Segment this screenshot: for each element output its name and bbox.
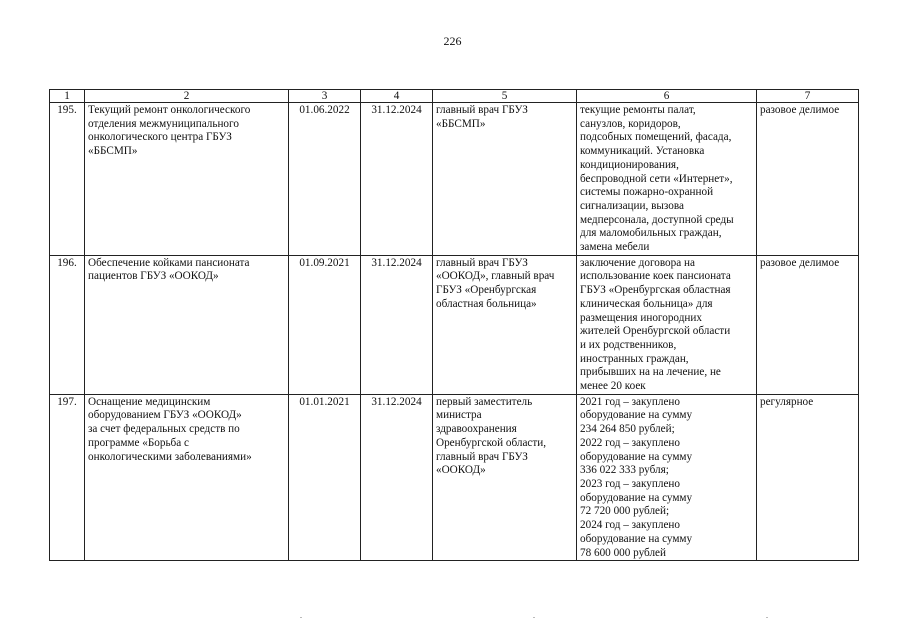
- end-date: 31.12.2024: [361, 394, 433, 560]
- row-number: 197.: [50, 394, 85, 560]
- measure-type: разовое делимое: [757, 255, 859, 394]
- column-header: 4: [361, 90, 433, 103]
- table-row: [50, 394, 859, 560]
- responsible: главный врач ГБУЗ «ББСМП»: [433, 103, 577, 256]
- measure-type: разовое делимое: [757, 103, 859, 256]
- column-header: 5: [433, 90, 577, 103]
- column-header: 3: [289, 90, 361, 103]
- start-date: 01.01.2021: [289, 394, 361, 560]
- row-number: 196.: [50, 255, 85, 394]
- table-row: [50, 255, 859, 394]
- measure-name: Обеспечение койками пансионата пациентов ГБУЗ «ООКОД»: [85, 255, 289, 394]
- scan-speck: [300, 617, 302, 618]
- start-date: 01.09.2021: [289, 255, 361, 394]
- page-number: 226: [443, 34, 462, 48]
- scan-speck: [766, 617, 768, 618]
- expected-result: заключение договора на использование коек пансионата ГБУЗ «Оренбургская областная клиническая больница» для размещения иногородних жителей Оренбургской области и их родственников, иностранных граждан, прибывших на на лечение, не менее 20 коек: [577, 255, 757, 394]
- start-date: 01.06.2022: [289, 103, 361, 256]
- column-header: 1: [50, 90, 85, 103]
- table-header-row: [50, 90, 859, 103]
- row-number: 195.: [50, 103, 85, 256]
- measure-name: Оснащение медицинским оборудованием ГБУЗ «ООКОД» за счет федеральных средств по программе «Борьба с онкологическими заболеваниями»: [85, 394, 289, 560]
- measure-name: Текущий ремонт онкологического отделения межмуниципального онкологического центра ГБУЗ «ББСМП»: [85, 103, 289, 256]
- expected-result: текущие ремонты палат, санузлов, коридоров, подсобных помещений, фасада, коммуникаций. Установка кондиционирования, беспроводной сети «Интернет», системы пожарно-охранной сигнализации, вызова медперсонала, доступной среды для маломобильных граждан, замена мебели: [577, 103, 757, 256]
- scan-speck: [533, 617, 535, 618]
- responsible: главный врач ГБУЗ «ООКОД», главный врач ГБУЗ «Оренбургская областная больница»: [433, 255, 577, 394]
- responsible: первый заместитель министра здравоохранения Оренбургской области, главный врач ГБУЗ «ООКОД»: [433, 394, 577, 560]
- column-header: 6: [577, 90, 757, 103]
- expected-result: 2021 год – закуплено оборудование на сумму 234 264 850 рублей; 2022 год – закуплено оборудование на сумму 336 022 333 рубля; 2023 год – закуплено оборудование на сумму 72 720 000 рублей; 2024 год – закуплено оборудование на сумму 78 600 000 рублей: [577, 394, 757, 560]
- end-date: 31.12.2024: [361, 255, 433, 394]
- column-header: 7: [757, 90, 859, 103]
- column-header: 2: [85, 90, 289, 103]
- measures-table: [49, 89, 859, 561]
- measure-type: регулярное: [757, 394, 859, 560]
- table-row: [50, 103, 859, 256]
- end-date: 31.12.2024: [361, 103, 433, 256]
